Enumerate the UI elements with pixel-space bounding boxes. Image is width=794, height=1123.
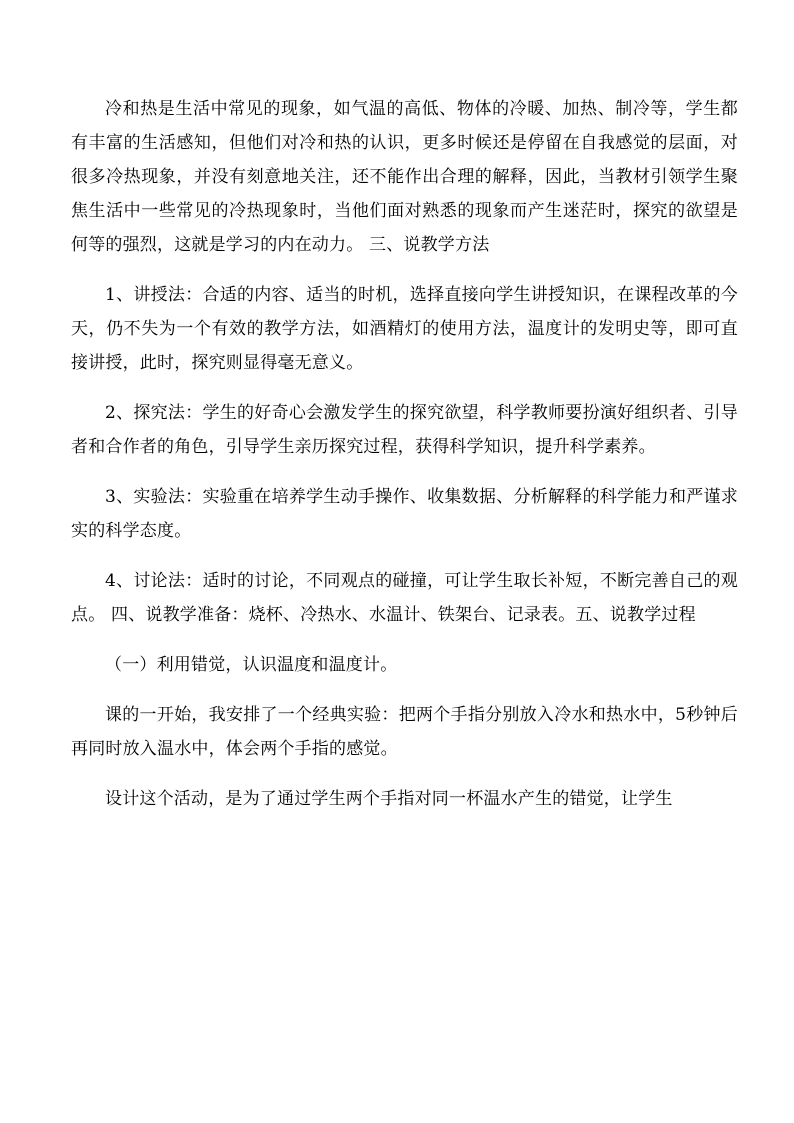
paragraph-lecture-method: 1、讲授法：合适的内容、适当的时机，选择直接向学生讲授知识，在课程改革的今天，仍不失为一个有效的教学方法，如酒精灯的使用方法，温度计的发明史等，即可直接讲授，此时，探究则显得毫无意义。: [71, 285, 738, 373]
paragraph-gap: [71, 380, 738, 396]
paragraph-gap: [71, 464, 738, 480]
paragraph-activity-design: 设计这个活动，是为了通过学生两个手指对同一杯温水产生的错觉，让学生: [105, 789, 673, 809]
paragraph-experiment-intro: 课的一开始，我安排了一个经典实验：把两个手指分别放入冷水和热水中，5秒钟后再同时放入温水中，体会两个手指的感觉。: [71, 705, 738, 759]
paragraph-inquiry-method: 2、探究法：学生的好奇心会激发学生的探究欲望，科学教师要扮演好组织者、引导者和合作者的角色，引导学生亲历探究过程，获得科学知识，提升科学素养。: [71, 403, 738, 457]
paragraph-gap: [71, 682, 738, 698]
paragraph-discussion-method: 4、讨论法：适时的讨论，不同观点的碰撞，可让学生取长补短，不断完善自己的观点。 四、说教学准备：烧杯、冷热水、水温计、铁架台、记录表。五、说教学过程: [71, 571, 738, 625]
paragraph-gap: [71, 632, 738, 648]
paragraph-experiment-method: 3、实验法：实验重在培养学生动手操作、收集数据、分析解释的科学能力和严谨求实的科学态度。: [71, 487, 738, 541]
paragraph-gap: [71, 766, 738, 782]
paragraph-section-heading: （一）利用错觉，认识温度和温度计。: [105, 655, 398, 675]
paragraph-gap: [71, 548, 738, 564]
paragraph-gap: [71, 262, 738, 278]
paragraph-intro: 冷和热是生活中常见的现象，如气温的高低、物体的冷暖、加热、制冷等，学生都有丰富的生活感知，但他们对冷和热的认识，更多时候还是停留在自我感觉的层面，对很多冷热现象，并没有刻意地关注，还不能作出合理的解释，因此，当教材引领学生聚焦生活中一些常见的冷热现象时，当他们面对熟悉的现象而产生迷茫时，探究的欲望是何等的强烈，这就是学习的内在动力。 三、说教学方法: [71, 99, 738, 255]
